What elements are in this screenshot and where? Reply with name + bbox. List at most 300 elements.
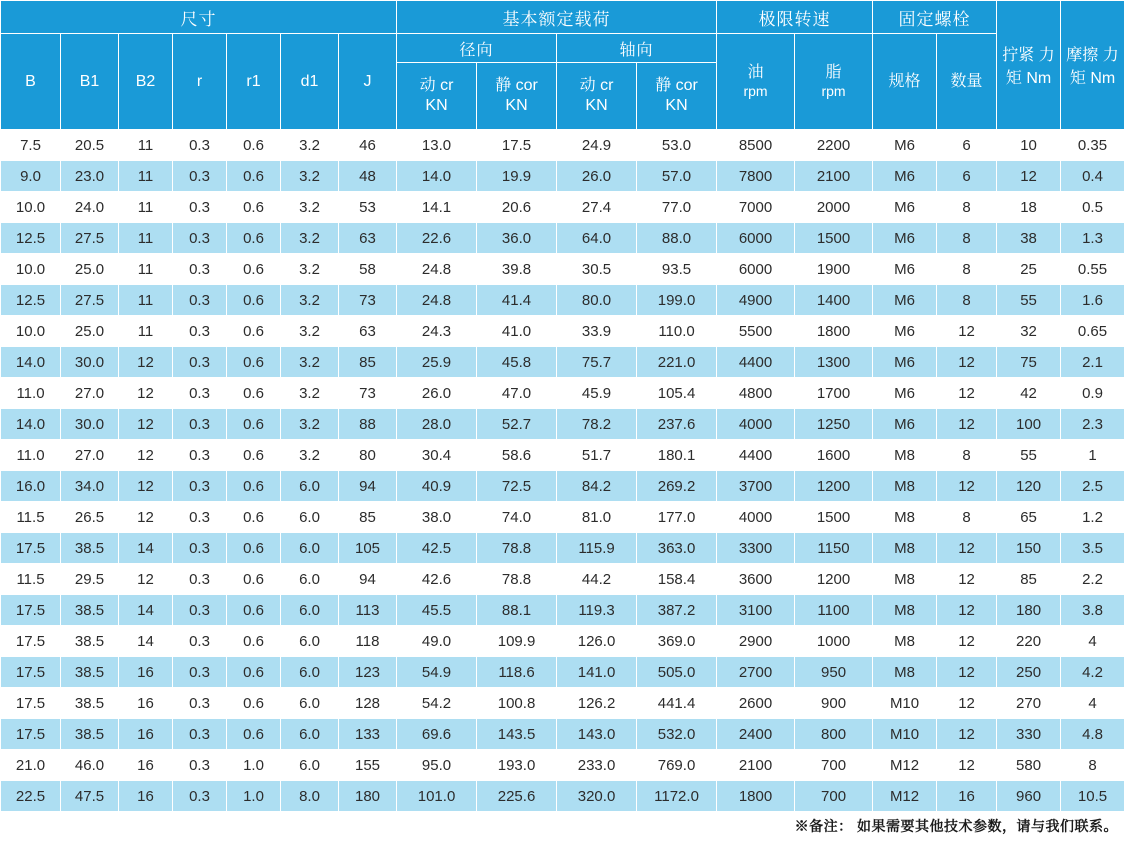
cell-J: 113 bbox=[339, 595, 397, 626]
cell-r: 0.3 bbox=[173, 750, 227, 781]
cell-r: 0.3 bbox=[173, 254, 227, 285]
cell-bolt-qty: 12 bbox=[937, 750, 997, 781]
cell-bolt-spec: M8 bbox=[873, 626, 937, 657]
cell-axial-dynamic: 78.2 bbox=[557, 409, 637, 440]
cell-r: 0.3 bbox=[173, 316, 227, 347]
tighten-torque-line1: 拧紧 bbox=[1002, 47, 1035, 64]
cell-bolt-qty: 8 bbox=[937, 254, 997, 285]
axial-static-line1: 静 cor bbox=[655, 77, 698, 94]
cell-bolt-qty: 12 bbox=[937, 626, 997, 657]
cell-speed-oil: 4000 bbox=[717, 502, 795, 533]
cell-radial-dynamic: 14.1 bbox=[397, 192, 477, 223]
cell-bolt-qty: 12 bbox=[937, 347, 997, 378]
cell-axial-static: 88.0 bbox=[637, 223, 717, 254]
cell-tighten-torque: 85 bbox=[997, 564, 1061, 595]
cell-speed-grease: 1300 bbox=[795, 347, 873, 378]
speed-grease-line1: 脂 bbox=[825, 63, 842, 81]
cell-B1: 47.5 bbox=[61, 781, 119, 812]
cell-B2: 12 bbox=[119, 440, 173, 471]
cell-bolt-qty: 8 bbox=[937, 285, 997, 316]
cell-tighten-torque: 960 bbox=[997, 781, 1061, 812]
column-header-radial-dynamic bbox=[397, 63, 477, 130]
cell-bolt-qty: 6 bbox=[937, 161, 997, 192]
cell-radial-static: 118.6 bbox=[477, 657, 557, 688]
cell-B: 17.5 bbox=[1, 719, 61, 750]
cell-speed-grease: 1150 bbox=[795, 533, 873, 564]
sub-header-radial: 径向 bbox=[397, 34, 557, 63]
table-row bbox=[1, 347, 1124, 378]
column-header-speed-oil bbox=[717, 34, 795, 130]
cell-r1: 0.6 bbox=[227, 626, 281, 657]
cell-bolt-qty: 12 bbox=[937, 409, 997, 440]
cell-radial-dynamic: 42.5 bbox=[397, 533, 477, 564]
radial-dynamic-line1: 动 cr bbox=[419, 77, 454, 94]
cell-r: 0.3 bbox=[173, 161, 227, 192]
cell-radial-static: 78.8 bbox=[477, 533, 557, 564]
cell-B2: 11 bbox=[119, 161, 173, 192]
cell-radial-static: 39.8 bbox=[477, 254, 557, 285]
cell-B1: 27.5 bbox=[61, 285, 119, 316]
cell-bolt-spec: M8 bbox=[873, 533, 937, 564]
cell-speed-grease: 1500 bbox=[795, 502, 873, 533]
cell-axial-dynamic: 80.0 bbox=[557, 285, 637, 316]
cell-B: 16.0 bbox=[1, 471, 61, 502]
cell-speed-oil: 4800 bbox=[717, 378, 795, 409]
cell-J: 63 bbox=[339, 316, 397, 347]
cell-speed-oil: 4400 bbox=[717, 347, 795, 378]
cell-friction-torque: 1.2 bbox=[1061, 502, 1124, 533]
cell-J: 80 bbox=[339, 440, 397, 471]
cell-B2: 14 bbox=[119, 595, 173, 626]
cell-friction-torque: 8 bbox=[1061, 750, 1124, 781]
cell-radial-dynamic: 24.3 bbox=[397, 316, 477, 347]
cell-bolt-spec: M8 bbox=[873, 471, 937, 502]
cell-friction-torque: 2.5 bbox=[1061, 471, 1124, 502]
cell-bolt-spec: M8 bbox=[873, 657, 937, 688]
cell-speed-grease: 1250 bbox=[795, 409, 873, 440]
cell-bolt-qty: 6 bbox=[937, 130, 997, 161]
cell-d1: 6.0 bbox=[281, 750, 339, 781]
cell-B1: 27.5 bbox=[61, 223, 119, 254]
speed-oil-line1: 油 bbox=[747, 63, 764, 81]
cell-radial-dynamic: 26.0 bbox=[397, 378, 477, 409]
cell-speed-oil: 6000 bbox=[717, 254, 795, 285]
cell-r1: 0.6 bbox=[227, 471, 281, 502]
cell-r: 0.3 bbox=[173, 502, 227, 533]
cell-r1: 0.6 bbox=[227, 130, 281, 161]
cell-tighten-torque: 65 bbox=[997, 502, 1061, 533]
cell-B: 17.5 bbox=[1, 595, 61, 626]
cell-friction-torque: 1 bbox=[1061, 440, 1124, 471]
cell-r: 0.3 bbox=[173, 719, 227, 750]
cell-r: 0.3 bbox=[173, 688, 227, 719]
cell-B2: 16 bbox=[119, 719, 173, 750]
cell-axial-static: 532.0 bbox=[637, 719, 717, 750]
cell-d1: 3.2 bbox=[281, 409, 339, 440]
cell-radial-static: 88.1 bbox=[477, 595, 557, 626]
cell-speed-oil: 3700 bbox=[717, 471, 795, 502]
cell-friction-torque: 2.2 bbox=[1061, 564, 1124, 595]
cell-B: 10.0 bbox=[1, 316, 61, 347]
table-row bbox=[1, 626, 1124, 657]
cell-speed-oil: 7800 bbox=[717, 161, 795, 192]
cell-radial-dynamic: 13.0 bbox=[397, 130, 477, 161]
cell-r1: 0.6 bbox=[227, 347, 281, 378]
column-header-d1: d1 bbox=[281, 34, 339, 130]
cell-B2: 16 bbox=[119, 657, 173, 688]
table-row bbox=[1, 378, 1124, 409]
axial-dynamic-line1: 动 cr bbox=[579, 77, 614, 94]
cell-J: 73 bbox=[339, 378, 397, 409]
cell-tighten-torque: 330 bbox=[997, 719, 1061, 750]
cell-tighten-torque: 580 bbox=[997, 750, 1061, 781]
cell-bolt-qty: 12 bbox=[937, 533, 997, 564]
cell-bolt-spec: M6 bbox=[873, 223, 937, 254]
cell-B2: 12 bbox=[119, 564, 173, 595]
cell-speed-oil: 5500 bbox=[717, 316, 795, 347]
cell-d1: 3.2 bbox=[281, 378, 339, 409]
cell-speed-grease: 1200 bbox=[795, 471, 873, 502]
header-group-row bbox=[1, 1, 1124, 34]
cell-bolt-qty: 8 bbox=[937, 223, 997, 254]
cell-J: 46 bbox=[339, 130, 397, 161]
column-header-bolt-spec: 规格 bbox=[873, 34, 937, 130]
cell-tighten-torque: 270 bbox=[997, 688, 1061, 719]
cell-r: 0.3 bbox=[173, 192, 227, 223]
cell-d1: 3.2 bbox=[281, 192, 339, 223]
cell-r1: 0.6 bbox=[227, 285, 281, 316]
cell-friction-torque: 3.5 bbox=[1061, 533, 1124, 564]
cell-bolt-qty: 12 bbox=[937, 595, 997, 626]
cell-bolt-qty: 8 bbox=[937, 502, 997, 533]
cell-axial-dynamic: 126.0 bbox=[557, 626, 637, 657]
table-row bbox=[1, 223, 1124, 254]
cell-speed-grease: 2100 bbox=[795, 161, 873, 192]
cell-B2: 11 bbox=[119, 223, 173, 254]
cell-bolt-spec: M8 bbox=[873, 502, 937, 533]
cell-radial-dynamic: 38.0 bbox=[397, 502, 477, 533]
cell-friction-torque: 2.1 bbox=[1061, 347, 1124, 378]
column-header-speed-grease bbox=[795, 34, 873, 130]
cell-bolt-spec: M6 bbox=[873, 192, 937, 223]
cell-axial-static: 199.0 bbox=[637, 285, 717, 316]
cell-axial-static: 110.0 bbox=[637, 316, 717, 347]
cell-radial-static: 78.8 bbox=[477, 564, 557, 595]
radial-dynamic-line2: KN bbox=[425, 97, 448, 114]
cell-axial-dynamic: 27.4 bbox=[557, 192, 637, 223]
cell-r: 0.3 bbox=[173, 223, 227, 254]
cell-speed-grease: 1000 bbox=[795, 626, 873, 657]
cell-axial-dynamic: 26.0 bbox=[557, 161, 637, 192]
cell-speed-grease: 1800 bbox=[795, 316, 873, 347]
cell-J: 73 bbox=[339, 285, 397, 316]
cell-B1: 30.0 bbox=[61, 409, 119, 440]
tighten-torque-line2: 力矩 bbox=[1005, 47, 1055, 87]
footnote: ※备注： 如果需要其他技术参数，请与我们联系。 bbox=[794, 818, 1118, 834]
cell-r1: 0.6 bbox=[227, 657, 281, 688]
cell-B1: 27.0 bbox=[61, 378, 119, 409]
cell-axial-dynamic: 75.7 bbox=[557, 347, 637, 378]
radial-static-line2: KN bbox=[505, 97, 528, 114]
cell-r: 0.3 bbox=[173, 440, 227, 471]
cell-bolt-spec: M6 bbox=[873, 316, 937, 347]
cell-axial-static: 57.0 bbox=[637, 161, 717, 192]
cell-tighten-torque: 12 bbox=[997, 161, 1061, 192]
cell-d1: 6.0 bbox=[281, 502, 339, 533]
cell-r1: 0.6 bbox=[227, 192, 281, 223]
cell-radial-dynamic: 14.0 bbox=[397, 161, 477, 192]
table-row bbox=[1, 161, 1124, 192]
cell-d1: 6.0 bbox=[281, 564, 339, 595]
cell-B: 11.0 bbox=[1, 440, 61, 471]
cell-B1: 38.5 bbox=[61, 657, 119, 688]
cell-axial-static: 93.5 bbox=[637, 254, 717, 285]
cell-axial-static: 269.2 bbox=[637, 471, 717, 502]
cell-tighten-torque: 25 bbox=[997, 254, 1061, 285]
cell-tighten-torque: 150 bbox=[997, 533, 1061, 564]
cell-r: 0.3 bbox=[173, 130, 227, 161]
cell-r1: 0.6 bbox=[227, 223, 281, 254]
cell-friction-torque: 2.3 bbox=[1061, 409, 1124, 440]
cell-radial-static: 52.7 bbox=[477, 409, 557, 440]
cell-r: 0.3 bbox=[173, 626, 227, 657]
cell-B2: 11 bbox=[119, 192, 173, 223]
cell-bolt-spec: M10 bbox=[873, 688, 937, 719]
cell-d1: 6.0 bbox=[281, 595, 339, 626]
cell-speed-grease: 1700 bbox=[795, 378, 873, 409]
cell-r1: 1.0 bbox=[227, 781, 281, 812]
cell-speed-oil: 7000 bbox=[717, 192, 795, 223]
cell-bolt-qty: 8 bbox=[937, 192, 997, 223]
cell-speed-grease: 1500 bbox=[795, 223, 873, 254]
cell-speed-grease: 1900 bbox=[795, 254, 873, 285]
cell-B1: 23.0 bbox=[61, 161, 119, 192]
cell-B: 11.5 bbox=[1, 564, 61, 595]
cell-B: 12.5 bbox=[1, 285, 61, 316]
cell-axial-dynamic: 33.9 bbox=[557, 316, 637, 347]
cell-speed-grease: 700 bbox=[795, 750, 873, 781]
cell-axial-static: 177.0 bbox=[637, 502, 717, 533]
cell-axial-static: 105.4 bbox=[637, 378, 717, 409]
friction-torque-line2: 力矩 bbox=[1069, 47, 1119, 87]
cell-radial-dynamic: 45.5 bbox=[397, 595, 477, 626]
cell-friction-torque: 4.8 bbox=[1061, 719, 1124, 750]
column-header-b1: B1 bbox=[61, 34, 119, 130]
cell-B1: 25.0 bbox=[61, 316, 119, 347]
cell-axial-dynamic: 320.0 bbox=[557, 781, 637, 812]
cell-friction-torque: 4.2 bbox=[1061, 657, 1124, 688]
cell-speed-oil: 8500 bbox=[717, 130, 795, 161]
cell-friction-torque: 0.65 bbox=[1061, 316, 1124, 347]
cell-bolt-spec: M8 bbox=[873, 595, 937, 626]
cell-d1: 6.0 bbox=[281, 657, 339, 688]
cell-bolt-qty: 12 bbox=[937, 378, 997, 409]
cell-tighten-torque: 55 bbox=[997, 440, 1061, 471]
cell-axial-static: 441.4 bbox=[637, 688, 717, 719]
cell-radial-static: 20.6 bbox=[477, 192, 557, 223]
cell-bolt-qty: 12 bbox=[937, 564, 997, 595]
cell-speed-oil: 3300 bbox=[717, 533, 795, 564]
cell-friction-torque: 3.8 bbox=[1061, 595, 1124, 626]
cell-r1: 0.6 bbox=[227, 595, 281, 626]
cell-d1: 3.2 bbox=[281, 347, 339, 378]
cell-radial-dynamic: 22.6 bbox=[397, 223, 477, 254]
column-header-radial-static bbox=[477, 63, 557, 130]
cell-d1: 3.2 bbox=[281, 254, 339, 285]
cell-B1: 38.5 bbox=[61, 595, 119, 626]
cell-B1: 24.0 bbox=[61, 192, 119, 223]
cell-B: 10.0 bbox=[1, 254, 61, 285]
cell-axial-static: 769.0 bbox=[637, 750, 717, 781]
cell-J: 94 bbox=[339, 471, 397, 502]
table-row bbox=[1, 471, 1124, 502]
cell-r: 0.3 bbox=[173, 471, 227, 502]
cell-radial-dynamic: 24.8 bbox=[397, 254, 477, 285]
cell-speed-grease: 700 bbox=[795, 781, 873, 812]
cell-friction-torque: 0.35 bbox=[1061, 130, 1124, 161]
cell-radial-dynamic: 95.0 bbox=[397, 750, 477, 781]
cell-B: 22.5 bbox=[1, 781, 61, 812]
cell-radial-dynamic: 54.9 bbox=[397, 657, 477, 688]
cell-speed-oil: 2100 bbox=[717, 750, 795, 781]
cell-r1: 1.0 bbox=[227, 750, 281, 781]
table-row bbox=[1, 254, 1124, 285]
cell-tighten-torque: 10 bbox=[997, 130, 1061, 161]
cell-friction-torque: 4 bbox=[1061, 688, 1124, 719]
cell-tighten-torque: 32 bbox=[997, 316, 1061, 347]
cell-r1: 0.6 bbox=[227, 719, 281, 750]
cell-speed-oil: 6000 bbox=[717, 223, 795, 254]
cell-r: 0.3 bbox=[173, 533, 227, 564]
cell-speed-grease: 2000 bbox=[795, 192, 873, 223]
cell-bolt-spec: M8 bbox=[873, 440, 937, 471]
cell-r: 0.3 bbox=[173, 285, 227, 316]
cell-B: 17.5 bbox=[1, 688, 61, 719]
cell-r1: 0.6 bbox=[227, 378, 281, 409]
cell-B1: 46.0 bbox=[61, 750, 119, 781]
table-row bbox=[1, 688, 1124, 719]
cell-bolt-qty: 8 bbox=[937, 440, 997, 471]
cell-bolt-qty: 12 bbox=[937, 471, 997, 502]
cell-r1: 0.6 bbox=[227, 440, 281, 471]
cell-friction-torque: 0.5 bbox=[1061, 192, 1124, 223]
axial-dynamic-line2: KN bbox=[585, 97, 608, 114]
cell-radial-dynamic: 28.0 bbox=[397, 409, 477, 440]
cell-radial-static: 36.0 bbox=[477, 223, 557, 254]
cell-radial-dynamic: 42.6 bbox=[397, 564, 477, 595]
cell-B1: 38.5 bbox=[61, 719, 119, 750]
cell-r1: 0.6 bbox=[227, 533, 281, 564]
cell-radial-dynamic: 25.9 bbox=[397, 347, 477, 378]
cell-r: 0.3 bbox=[173, 347, 227, 378]
cell-speed-oil: 2400 bbox=[717, 719, 795, 750]
table-row bbox=[1, 781, 1124, 812]
cell-axial-static: 180.1 bbox=[637, 440, 717, 471]
cell-tighten-torque: 220 bbox=[997, 626, 1061, 657]
cell-B2: 12 bbox=[119, 378, 173, 409]
cell-axial-static: 221.0 bbox=[637, 347, 717, 378]
cell-radial-static: 143.5 bbox=[477, 719, 557, 750]
cell-d1: 3.2 bbox=[281, 161, 339, 192]
table-row bbox=[1, 409, 1124, 440]
cell-J: 58 bbox=[339, 254, 397, 285]
cell-axial-static: 77.0 bbox=[637, 192, 717, 223]
cell-speed-grease: 1100 bbox=[795, 595, 873, 626]
cell-axial-dynamic: 119.3 bbox=[557, 595, 637, 626]
cell-axial-dynamic: 141.0 bbox=[557, 657, 637, 688]
cell-J: 118 bbox=[339, 626, 397, 657]
cell-B: 17.5 bbox=[1, 626, 61, 657]
cell-speed-grease: 1400 bbox=[795, 285, 873, 316]
group-header-dimensions: 尺寸 bbox=[1, 1, 397, 34]
cell-B: 11.0 bbox=[1, 378, 61, 409]
cell-r1: 0.6 bbox=[227, 688, 281, 719]
cell-bolt-spec: M12 bbox=[873, 750, 937, 781]
cell-d1: 3.2 bbox=[281, 316, 339, 347]
cell-r1: 0.6 bbox=[227, 409, 281, 440]
cell-friction-torque: 4 bbox=[1061, 626, 1124, 657]
cell-radial-static: 193.0 bbox=[477, 750, 557, 781]
cell-B1: 30.0 bbox=[61, 347, 119, 378]
cell-J: 53 bbox=[339, 192, 397, 223]
cell-J: 94 bbox=[339, 564, 397, 595]
cell-r: 0.3 bbox=[173, 564, 227, 595]
cell-bolt-qty: 12 bbox=[937, 657, 997, 688]
cell-d1: 3.2 bbox=[281, 223, 339, 254]
cell-tighten-torque: 18 bbox=[997, 192, 1061, 223]
cell-axial-dynamic: 30.5 bbox=[557, 254, 637, 285]
cell-axial-dynamic: 45.9 bbox=[557, 378, 637, 409]
cell-B2: 12 bbox=[119, 347, 173, 378]
cell-radial-static: 41.4 bbox=[477, 285, 557, 316]
radial-static-line1: 静 cor bbox=[495, 77, 538, 94]
cell-d1: 6.0 bbox=[281, 533, 339, 564]
friction-torque-line1: 摩擦 bbox=[1066, 47, 1099, 64]
column-header-r1: r1 bbox=[227, 34, 281, 130]
cell-J: 85 bbox=[339, 347, 397, 378]
cell-speed-grease: 800 bbox=[795, 719, 873, 750]
cell-speed-grease: 2200 bbox=[795, 130, 873, 161]
cell-speed-oil: 4900 bbox=[717, 285, 795, 316]
table-body bbox=[1, 130, 1124, 812]
cell-friction-torque: 0.55 bbox=[1061, 254, 1124, 285]
cell-J: 180 bbox=[339, 781, 397, 812]
cell-B2: 12 bbox=[119, 409, 173, 440]
column-header-bolt-qty: 数量 bbox=[937, 34, 997, 130]
cell-bolt-spec: M6 bbox=[873, 409, 937, 440]
table-row bbox=[1, 719, 1124, 750]
cell-d1: 3.2 bbox=[281, 285, 339, 316]
cell-radial-static: 19.9 bbox=[477, 161, 557, 192]
cell-B2: 14 bbox=[119, 533, 173, 564]
table-row bbox=[1, 595, 1124, 626]
group-header-basic-load: 基本额定载荷 bbox=[397, 1, 717, 34]
table-row bbox=[1, 316, 1124, 347]
cell-r1: 0.6 bbox=[227, 316, 281, 347]
speed-oil-line2: rpm bbox=[743, 82, 768, 99]
cell-speed-oil: 3600 bbox=[717, 564, 795, 595]
cell-B: 9.0 bbox=[1, 161, 61, 192]
cell-B2: 16 bbox=[119, 688, 173, 719]
cell-friction-torque: 1.3 bbox=[1061, 223, 1124, 254]
table-row bbox=[1, 285, 1124, 316]
cell-axial-dynamic: 233.0 bbox=[557, 750, 637, 781]
cell-d1: 8.0 bbox=[281, 781, 339, 812]
cell-B1: 25.0 bbox=[61, 254, 119, 285]
cell-r1: 0.6 bbox=[227, 254, 281, 285]
axial-static-line2: KN bbox=[665, 97, 688, 114]
cell-B1: 26.5 bbox=[61, 502, 119, 533]
